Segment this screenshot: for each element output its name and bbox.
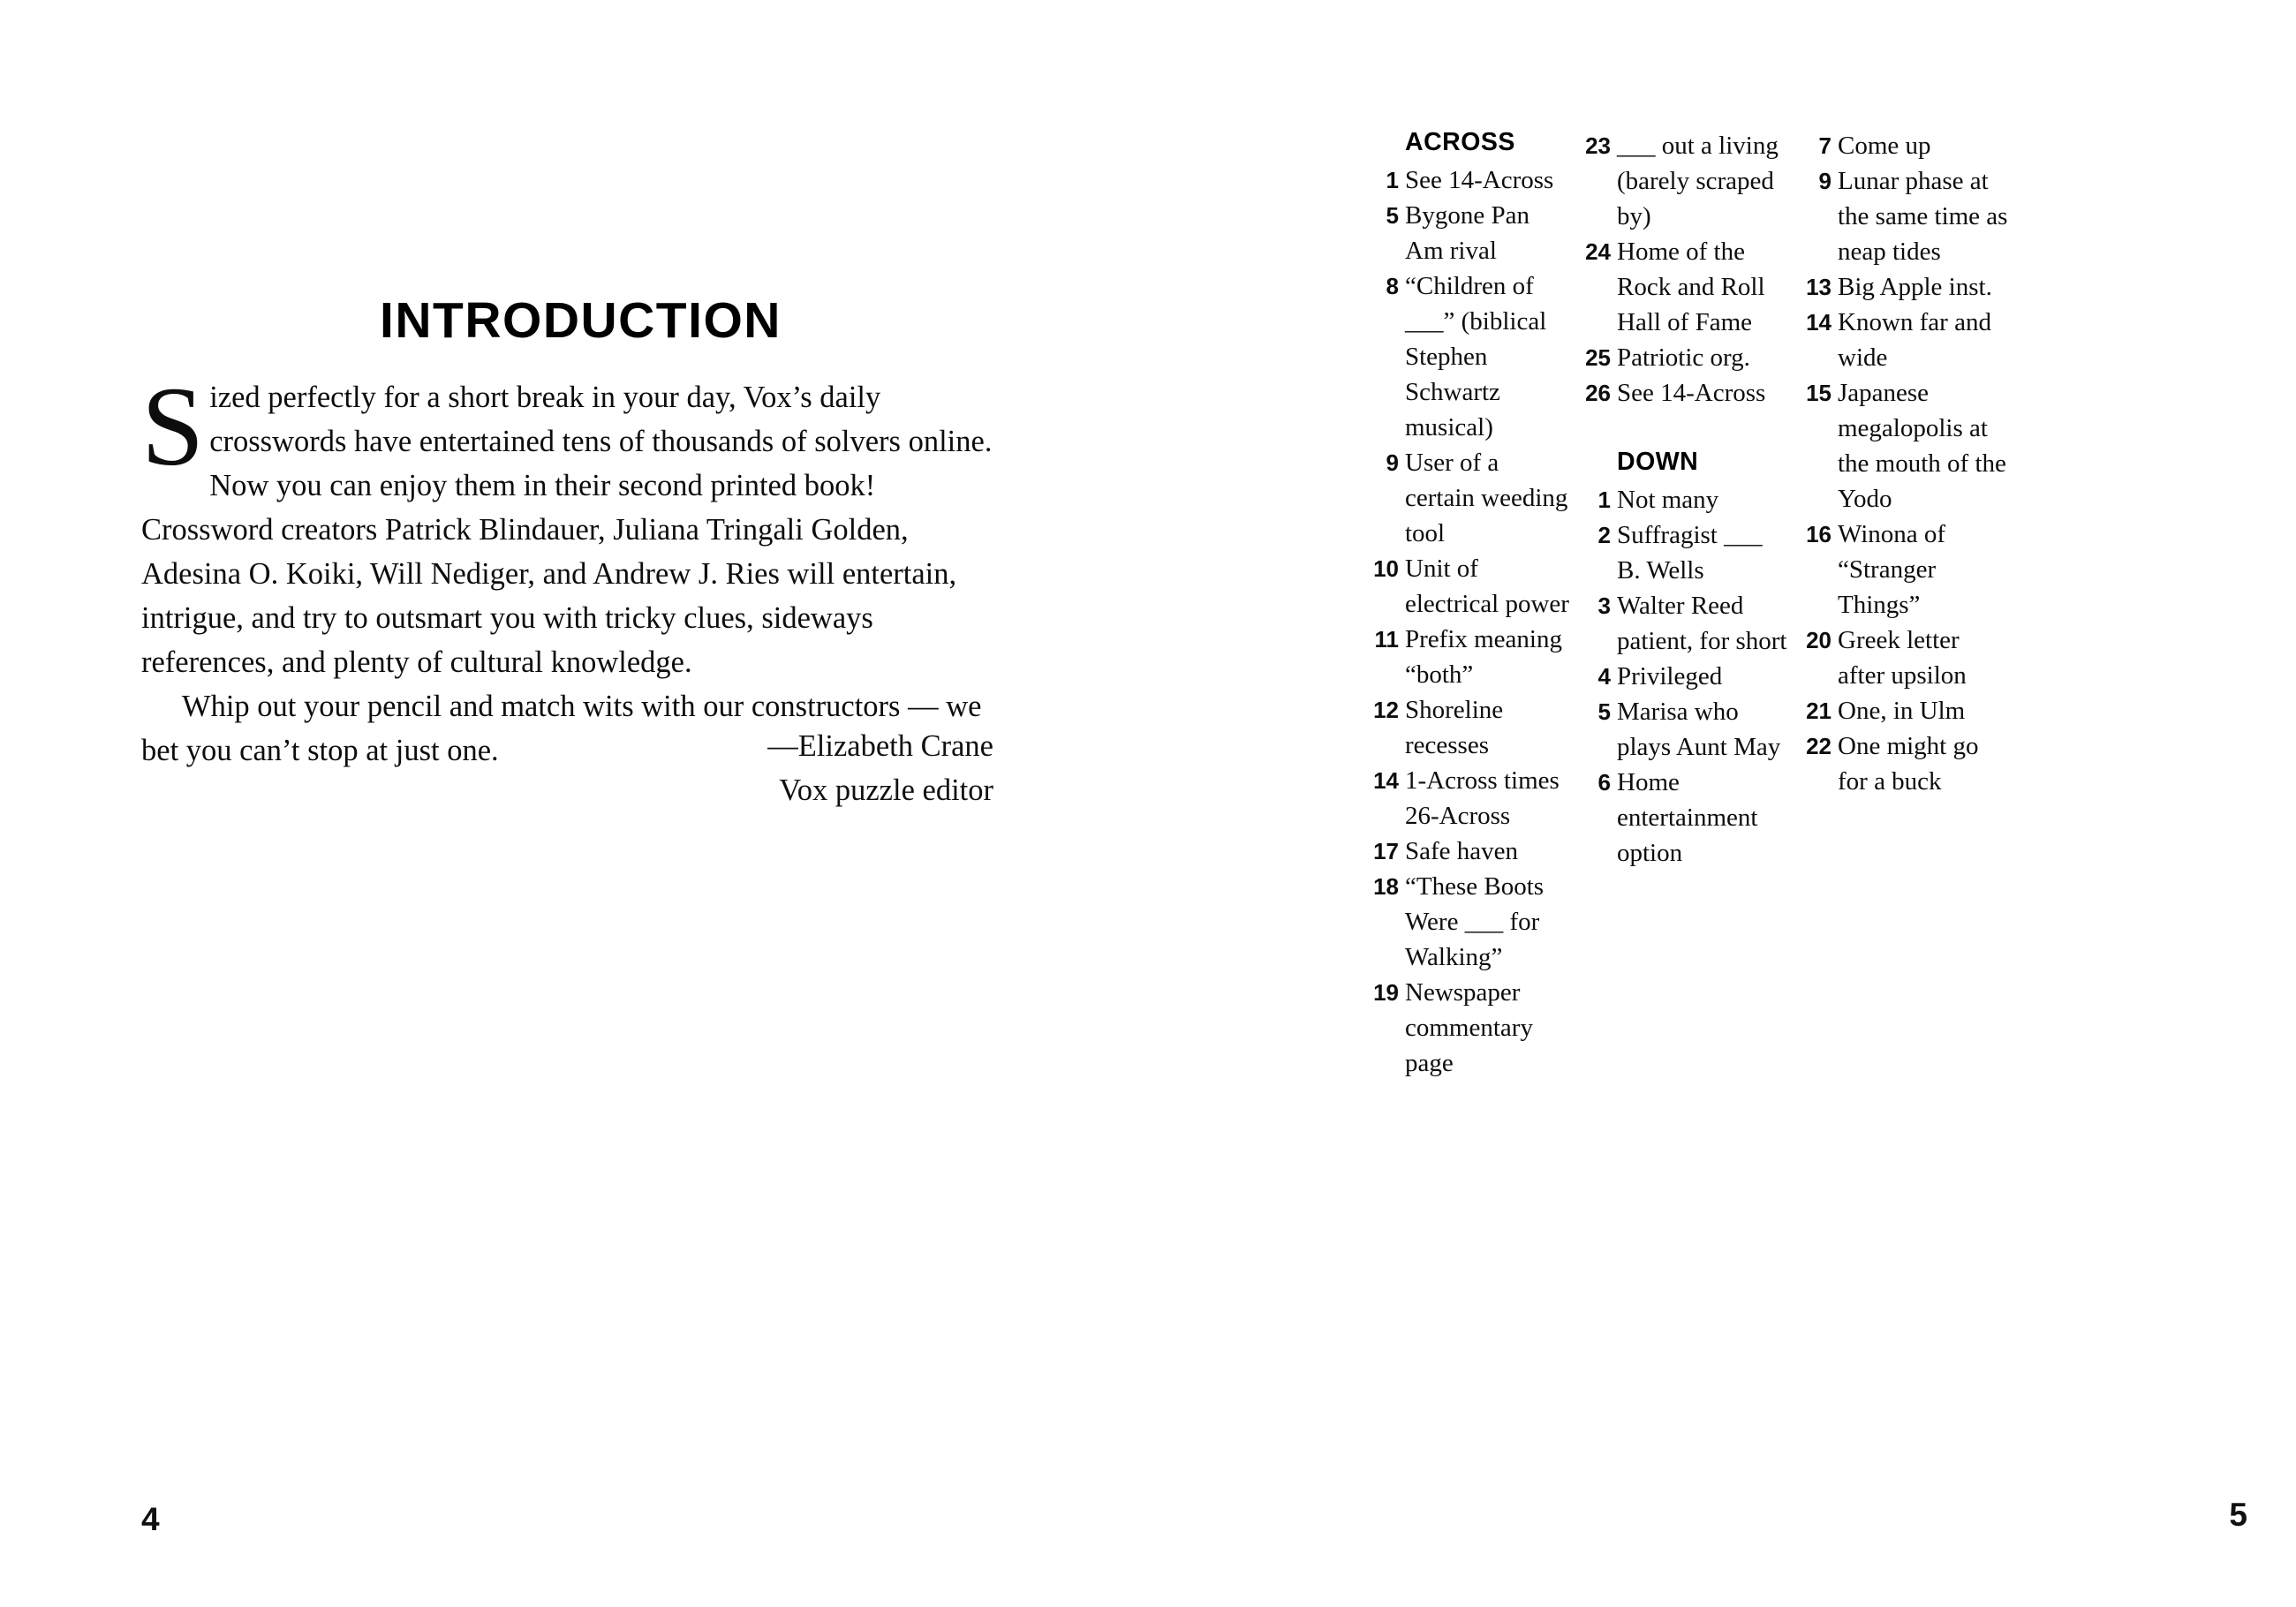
clue-text: Japanese megalopolis at the mouth of the Yodo: [1838, 379, 2006, 513]
clue-item: [1373, 162, 1571, 198]
clue-number: 15: [1806, 380, 1832, 406]
clue-text: Prefix meaning “both”: [1405, 625, 1562, 689]
clue-text: Not many: [1617, 486, 1719, 514]
down-clue-list-part1: [1585, 482, 1792, 871]
clue-item: [1585, 659, 1792, 694]
clue-item: [1585, 375, 1792, 411]
clue-column-2: [1585, 128, 1806, 1081]
clue-number: 9: [1386, 449, 1399, 476]
clue-number: 24: [1585, 238, 1611, 265]
clue-text: Privileged: [1617, 662, 1723, 690]
clue-number: 2: [1597, 522, 1611, 548]
clue-item: [1585, 128, 1792, 234]
clue-text: Lunar phase at the same time as neap tides: [1838, 167, 2008, 266]
clue-item: [1373, 622, 1571, 692]
clue-number: 14: [1373, 767, 1399, 794]
clue-text: Home of the Rock and Roll Hall of Fame: [1617, 238, 1765, 336]
clue-item: [1806, 305, 2013, 375]
clue-number: 6: [1597, 769, 1611, 796]
clue-number: 23: [1585, 132, 1611, 159]
clue-item: [1806, 517, 2013, 622]
across-clue-list-part1: [1373, 162, 1571, 1081]
clue-text: 1-Across times 26-Across: [1405, 766, 1560, 830]
clue-item: [1806, 128, 2013, 163]
clue-item: [1585, 765, 1792, 871]
clue-text: Walter Reed patient, for short: [1617, 592, 1787, 655]
clue-text: Greek letter after upsilon: [1838, 626, 1967, 690]
clue-text: Patriotic org.: [1617, 343, 1750, 372]
clue-item: [1585, 482, 1792, 517]
clue-text: User of a certain weeding tool: [1405, 449, 1568, 547]
clue-item: [1806, 269, 2013, 305]
signature-name: —Elizabeth Crane: [767, 729, 993, 763]
clue-text: Marisa who plays Aunt May: [1617, 698, 1781, 761]
clue-item: [1585, 694, 1792, 765]
clue-number: 18: [1373, 873, 1399, 900]
clue-item: [1373, 834, 1571, 869]
clue-item: [1585, 517, 1792, 588]
clue-text: Suffragist ___ B. Wells: [1617, 521, 1763, 585]
clue-number: 20: [1806, 627, 1832, 653]
clue-text: Newspaper commentary page: [1405, 978, 1533, 1077]
clue-number: 12: [1373, 697, 1399, 723]
clue-number: 14: [1806, 309, 1832, 336]
clue-item: [1585, 588, 1792, 659]
clue-item: [1585, 234, 1792, 340]
clue-number: 25: [1585, 344, 1611, 371]
clue-number: 1: [1386, 167, 1399, 193]
page-number-right: 5: [2229, 1497, 2247, 1533]
clue-text: Safe haven: [1405, 837, 1519, 865]
clue-text: Big Apple inst.: [1838, 273, 1992, 301]
clue-number: 3: [1597, 592, 1611, 619]
clue-item: [1373, 869, 1571, 975]
clue-item: [1373, 763, 1571, 834]
clue-item: [1806, 375, 2013, 517]
clue-number: 7: [1818, 132, 1832, 159]
clue-item: [1373, 445, 1571, 551]
page-title: INTRODUCTION: [380, 292, 782, 349]
clue-text: Known far and wide: [1838, 308, 1991, 372]
clue-item: [1373, 975, 1571, 1081]
down-heading: DOWN: [1617, 448, 1699, 476]
clue-number: 26: [1585, 380, 1611, 406]
clue-number: 11: [1374, 626, 1399, 653]
clue-number: 21: [1806, 698, 1832, 724]
clue-item: [1806, 622, 2013, 693]
intro-paragraph-1: [141, 364, 993, 684]
clue-item: [1585, 340, 1792, 375]
intro-paragraph-1-text: ized perfectly for a short break in your day, Vox’s daily crosswords have entertained tens of thousands of solvers online. Now you can enjoy them in their second printed book! Crossword creators Patrick Blindauer, Juliana Tringali Golden, Adesina O. Koiki, Will Nediger, and Andrew J. Ries will entertain, intrigue, and try to outsmart you with tricky clues, sideways references, and plenty of cultural knowledge.: [141, 381, 993, 679]
down-clue-list-part2: [1806, 128, 2013, 799]
clue-number: 22: [1806, 733, 1832, 759]
clue-number: 10: [1373, 555, 1399, 582]
clue-text: “Children of ___” (biblical Stephen Schwartz musical): [1405, 272, 1547, 441]
clue-text: Bygone Pan Am rival: [1405, 201, 1529, 265]
clue-text: Unit of electrical power: [1405, 555, 1569, 618]
clue-number: 19: [1373, 979, 1399, 1006]
across-clue-list-part2: [1585, 128, 1792, 411]
clue-number: 5: [1386, 202, 1399, 229]
clue-number: 5: [1597, 698, 1611, 725]
clue-item: [1373, 268, 1571, 445]
clue-item: [1806, 163, 2013, 269]
clue-text: Shoreline recesses: [1405, 696, 1504, 759]
page-number-left: 4: [141, 1501, 160, 1537]
clue-area: [1373, 128, 2212, 1081]
signature-block: [141, 724, 993, 812]
clue-number: 8: [1386, 273, 1399, 299]
clue-text: See 14-Across: [1617, 379, 1766, 407]
clue-text: Home entertainment option: [1617, 768, 1758, 867]
clue-text: One, in Ulm: [1838, 697, 1966, 725]
clue-text: Come up: [1838, 132, 1931, 160]
clue-item: [1373, 551, 1571, 622]
clue-text: ___ out a living (barely scraped by): [1617, 132, 1779, 230]
clue-text: Winona of “Stranger Things”: [1838, 520, 1946, 619]
clue-text: One might go for a buck: [1838, 732, 1979, 796]
right-page: [1148, 0, 2296, 1607]
clue-text: See 14-Across: [1405, 166, 1554, 194]
signature-role: Vox puzzle editor: [779, 773, 993, 807]
clue-number: 17: [1373, 838, 1399, 864]
clue-number: 16: [1806, 521, 1832, 547]
clue-column-3: [1806, 128, 2027, 1081]
clue-number: 4: [1597, 663, 1611, 690]
clue-text: “These Boots Were ___ for Walking”: [1405, 872, 1545, 971]
clue-number: 1: [1597, 487, 1611, 513]
introduction-body: [141, 364, 993, 773]
clue-item: [1806, 693, 2013, 728]
clue-number: 13: [1806, 274, 1832, 300]
clue-item: [1806, 728, 2013, 799]
intro-paragraph-2: Whip out your pencil and match wits with our constructors — we bet you can’t stop at just one.: [141, 690, 982, 767]
drop-cap: S: [141, 364, 205, 489]
clue-column-1: [1373, 128, 1585, 1081]
clue-item: [1373, 692, 1571, 763]
clue-number: 9: [1818, 168, 1832, 194]
clue-item: [1373, 198, 1571, 268]
across-heading: ACROSS: [1405, 128, 1515, 156]
